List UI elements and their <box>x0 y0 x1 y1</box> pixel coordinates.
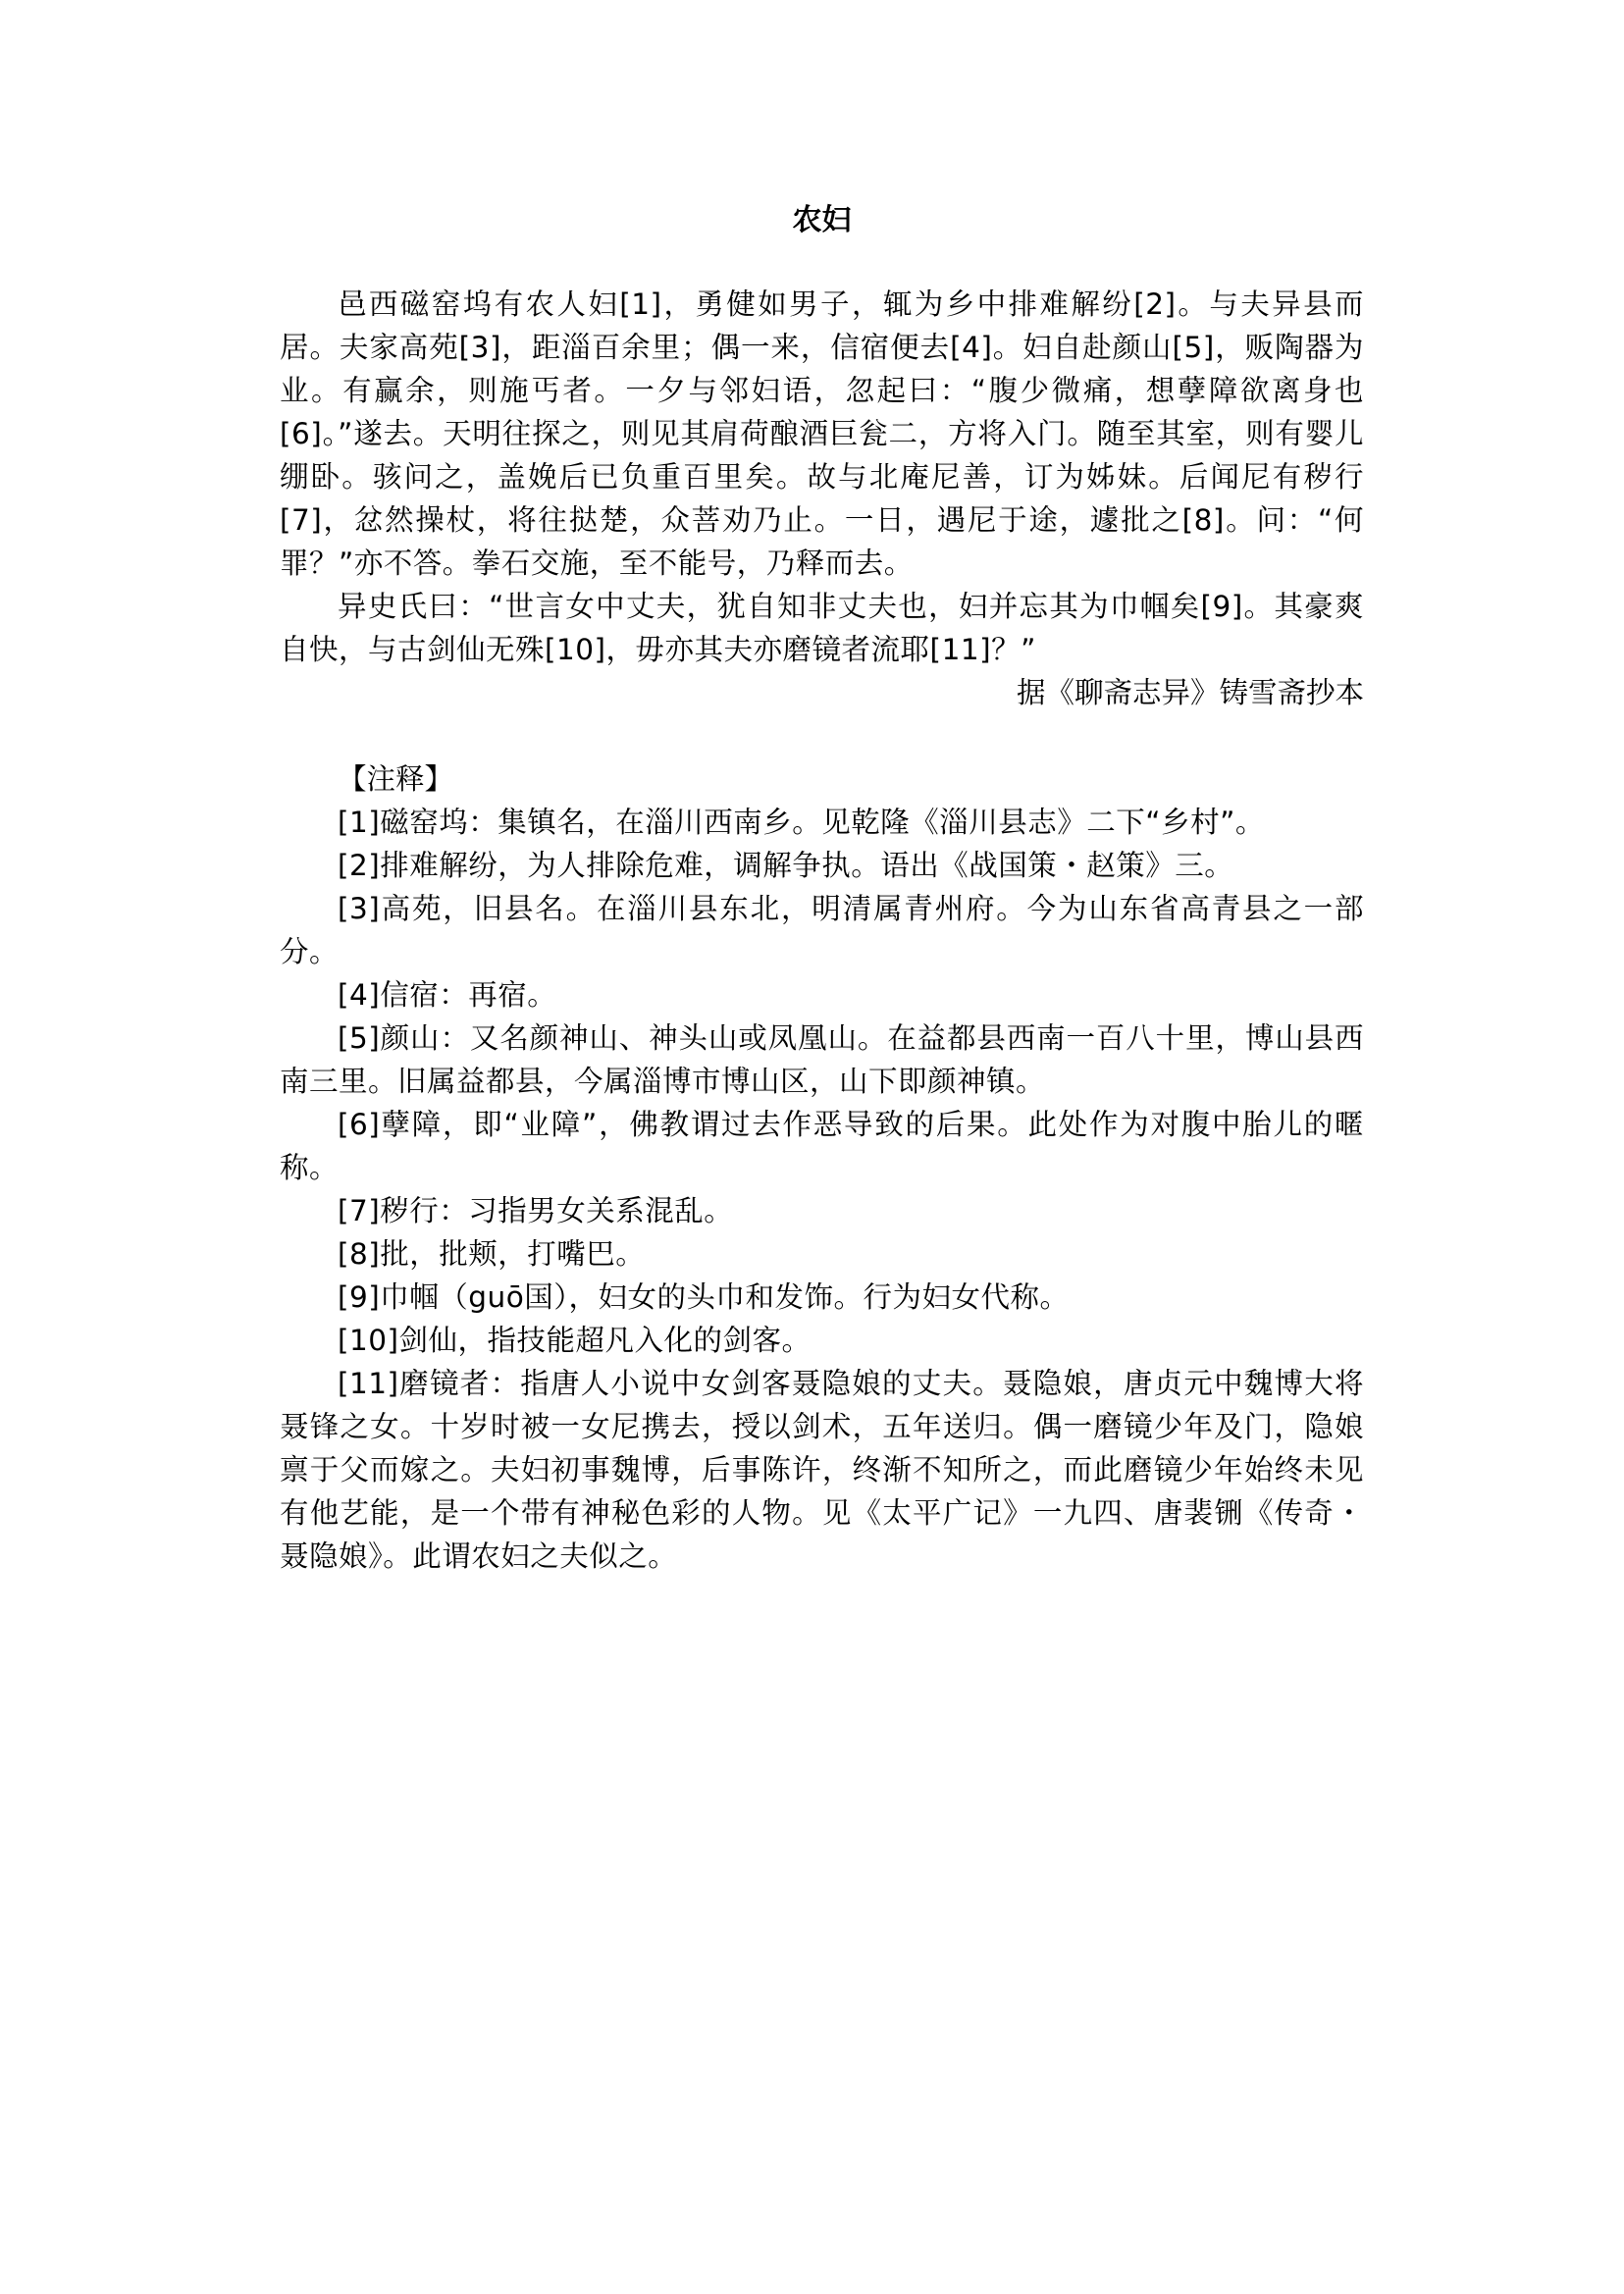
note-item-2: [2]排难解纷，为人排除危难，调解争执。语出《战国策・赵策》三。 <box>338 849 1234 882</box>
note-item-11: [11]磨镜者：指唐人小说中女剑客聂隐娘的丈夫。聂隐娘，唐贞元中魏博大将聂锋之女。十岁时被一女尼携去，授以剑术，五年送归。偶一磨镜少年及门，隐娘禀于父而嫁之。夫妇初事魏博，后事陈许，终渐不知所之，而此磨镜少年始终未见有他艺能，是一个带有神秘色彩的人物。见《太平广记》一九四、唐裴铏《传奇・聂隐娘》。此谓农妇之夫似之。 <box>280 1367 1364 1573</box>
story-paragraph: 邑西磁窑坞有农人妇[1]，勇健如男子，辄为乡中排难解纷[2]。与夫异县而居。夫家高苑[3]，距淄百余里；偶一来，信宿便去[4]。妇自赴颜山[5]，贩陶器为业。有赢余，则施丐者。一夕与邻妇语，忽起曰：“腹少微痛，想孽障欲离身也[6]。”遂去。天明往探之，则见其肩荷酿酒巨瓮二，方将入门。随至其室，则有婴儿绷卧。骇问之，盖娩后已负重百里矣。故与北庵尼善，订为姊妹。后闻尼有秽行[7]，忿然操杖，将往挞楚，众菩劝乃止。一日，遇尼于途，遽批之[8]。问：“何罪？”亦不答。拳石交施，至不能号，乃释而去。 <box>280 287 1364 580</box>
commentary-paragraph: 异史氏曰：“世言女中丈夫，犹自知非丈夫也，妇并忘其为巾帼矣[9]。其豪爽自快，与古剑仙无殊[10]，毋亦其夫亦磨镜者流耶[11]？” <box>280 590 1364 666</box>
note-item-5: [5]颜山：又名颜神山、神头山或凤凰山。在益都县西南一百八十里，博山县西南三里。旧属益都县，今属淄博市博山区，山下即颜神镇。 <box>280 1021 1364 1098</box>
note-item-3: [3]高苑，旧县名。在淄川县东北，明清属青州府。今为山东省高青县之一部分。 <box>280 892 1364 968</box>
document-title: 农妇 <box>792 203 852 237</box>
note-item-7: [7]秽行：习指男女关系混乱。 <box>338 1194 734 1227</box>
note-item-8: [8]批，批颊，打嘴巴。 <box>338 1237 646 1271</box>
document-page <box>280 196 1364 1578</box>
source-citation: 据《聊斋志异》铸雪斋抄本 <box>1016 676 1364 709</box>
notes-list <box>280 801 1364 1578</box>
note-item-9: [9]巾帼（guō国），妇女的头巾和发饰。行为妇女代称。 <box>338 1280 1070 1314</box>
notes-heading: 【注释】 <box>338 762 454 796</box>
note-item-6: [6]孽障，即“业障”，佛教谓过去作恶导致的后果。此处作为对腹中胎儿的暱称。 <box>280 1108 1364 1184</box>
note-item-1: [1]磁窑坞：集镇名，在淄川西南乡。见乾隆《淄川县志》二下“乡村”。 <box>338 806 1265 839</box>
note-item-4: [4]信宿：再宿。 <box>338 978 557 1012</box>
note-item-10: [10]剑仙，指技能超凡入化的剑客。 <box>338 1324 812 1357</box>
